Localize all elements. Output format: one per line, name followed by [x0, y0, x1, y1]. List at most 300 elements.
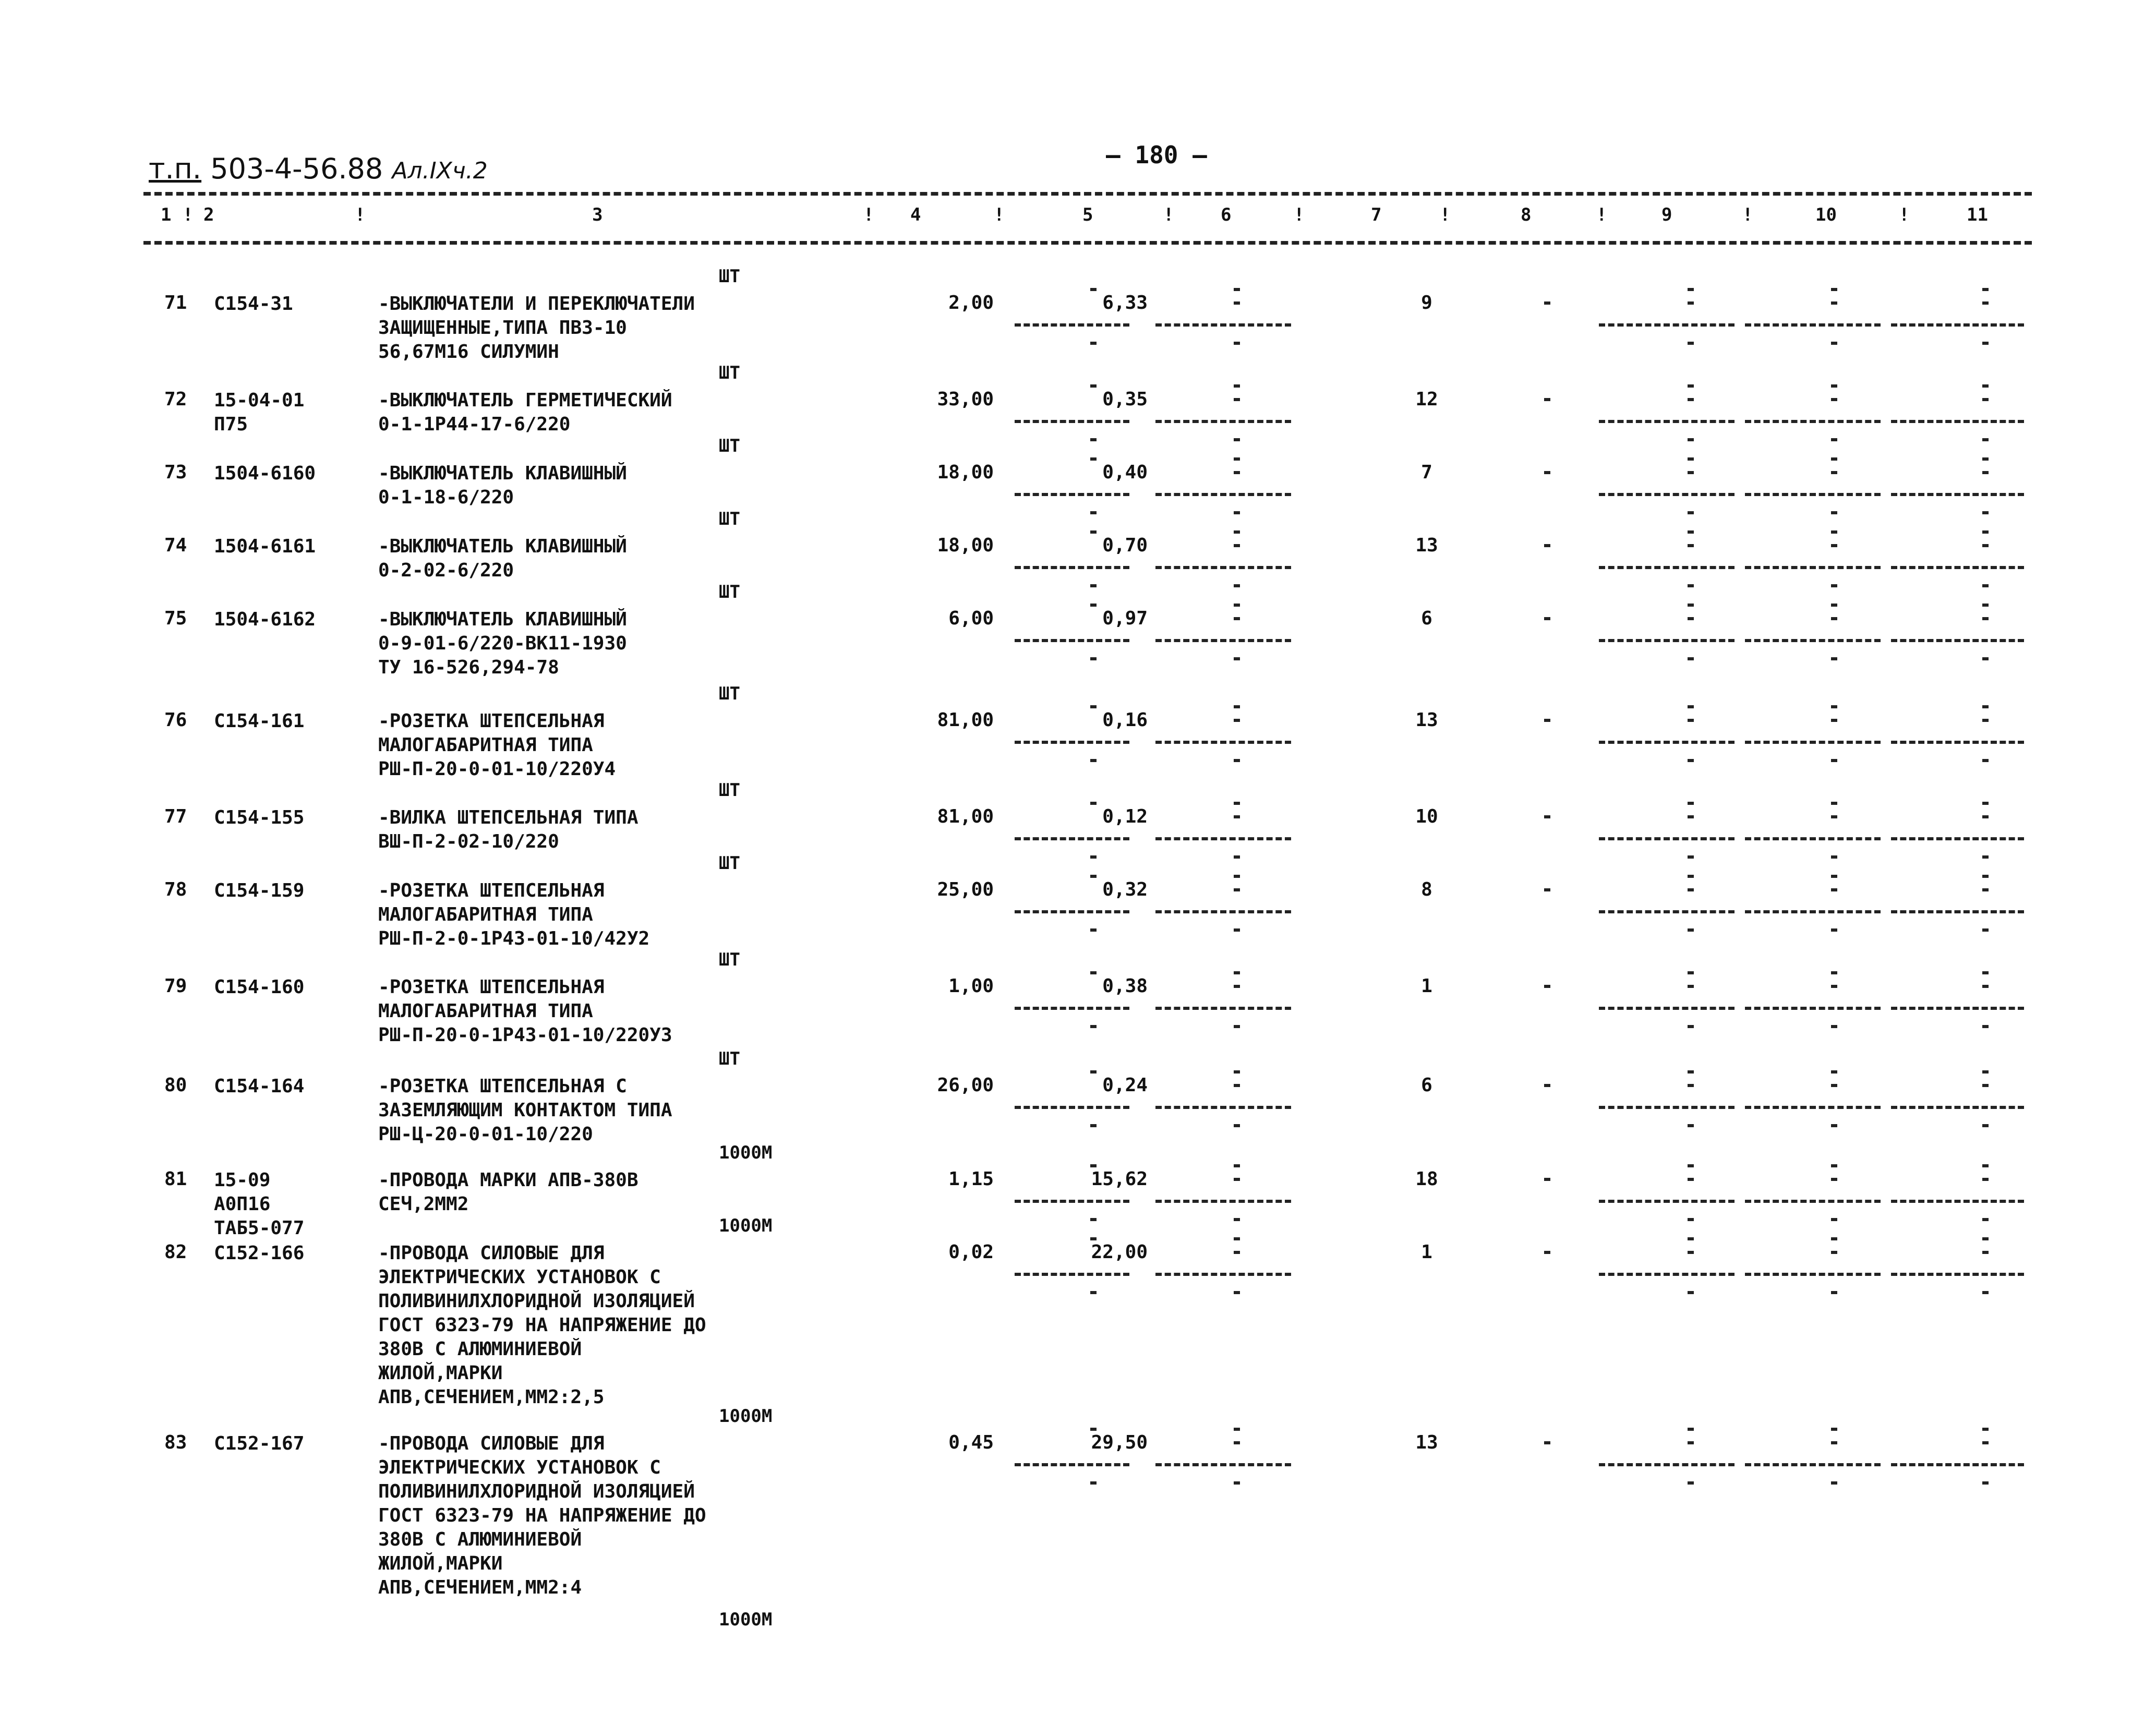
empty-value-dash [1831, 759, 1837, 762]
unit-price: 6,33 [1102, 292, 1148, 313]
empty-value-dash [1982, 398, 1989, 401]
unit-price: 0,97 [1102, 608, 1148, 629]
quantity: 33,00 [937, 389, 994, 410]
item-code: С154-161 [214, 710, 305, 732]
item-description: АПВ,СЕЧЕНИЕМ,ММ2:2,5 [378, 1386, 605, 1408]
doc-code-prefix: т.п. [149, 152, 202, 185]
cell-divider [1155, 1200, 1291, 1203]
column-number-9: 9 [1661, 204, 1672, 225]
header-bottom-rule [143, 241, 2032, 245]
row-number: 74 [164, 535, 187, 556]
empty-value-dash [1544, 1178, 1550, 1181]
empty-value-dash [1982, 1291, 1989, 1294]
column-separator: ! [1163, 204, 1174, 225]
empty-value-dash [1831, 342, 1837, 345]
quantity: 81,00 [937, 806, 994, 827]
empty-value-dash [1831, 657, 1837, 660]
empty-value-dash [1982, 971, 1989, 974]
empty-value-dash [1982, 985, 1989, 988]
cell-divider [1745, 493, 1881, 496]
item-description: ЭЛЕКТРИЧЕСКИХ УСТАНОВОК С [378, 1266, 661, 1288]
doc-part: Ал.IXч.2 [392, 158, 488, 184]
column-separator: ! [1596, 204, 1607, 225]
item-description: 0-9-01-6/220-ВК11-1930 [378, 633, 627, 654]
empty-value-dash [1688, 544, 1694, 547]
item-description: МАЛОГАБАРИТНАЯ ТИПА [378, 1000, 593, 1022]
column-separator: ! [183, 204, 194, 225]
empty-value-dash [1234, 438, 1240, 441]
column-7-value: 6 [1421, 608, 1432, 629]
cell-divider [1599, 1463, 1735, 1466]
item-description: ГОСТ 6323-79 НА НАПРЯЖЕНИЕ ДО [378, 1314, 706, 1336]
item-description: МАЛОГАБАРИТНАЯ ТИПА [378, 904, 593, 925]
item-code: С154-164 [214, 1076, 305, 1097]
item-description: МАЛОГАБАРИТНАЯ ТИПА [378, 734, 593, 756]
item-description: ЖИЛОЙ,МАРКИ [378, 1362, 503, 1384]
cell-divider [1155, 566, 1291, 569]
empty-value-dash [1982, 759, 1989, 762]
empty-value-dash [1090, 971, 1097, 974]
empty-value-dash [1831, 544, 1837, 547]
empty-value-dash [1982, 604, 1989, 607]
item-code: 1504-6161 [214, 536, 316, 557]
empty-value-dash [1688, 1084, 1694, 1087]
empty-value-dash [1982, 1237, 1989, 1240]
empty-value-dash [1234, 617, 1240, 620]
row-number: 79 [164, 975, 187, 997]
empty-value-dash [1090, 1237, 1097, 1240]
empty-value-dash [1831, 617, 1837, 620]
empty-value-dash [1982, 802, 1989, 805]
empty-value-dash [1688, 759, 1694, 762]
document-code [149, 152, 488, 185]
unit-of-measure: 1000М [719, 1406, 773, 1427]
empty-value-dash [1234, 471, 1240, 474]
empty-value-dash [1831, 511, 1837, 514]
empty-value-dash [1688, 971, 1694, 974]
empty-value-dash [1234, 928, 1240, 932]
empty-value-dash [1234, 705, 1240, 708]
empty-value-dash [1234, 288, 1240, 291]
empty-value-dash [1831, 1428, 1837, 1431]
empty-value-dash [1234, 1178, 1240, 1181]
empty-value-dash [1831, 1070, 1837, 1073]
item-description: ПОЛИВИНИЛХЛОРИДНОЙ ИЗОЛЯЦИЕЙ [378, 1290, 695, 1312]
empty-value-dash [1831, 457, 1837, 461]
cell-divider [1599, 1106, 1735, 1109]
empty-value-dash [1544, 1441, 1550, 1444]
empty-value-dash [1688, 1070, 1694, 1073]
empty-value-dash [1090, 802, 1097, 805]
empty-value-dash [1234, 1218, 1240, 1221]
cell-divider [1155, 1007, 1291, 1010]
empty-value-dash [1090, 1124, 1097, 1127]
empty-value-dash [1544, 544, 1550, 547]
cell-divider [1745, 1273, 1881, 1276]
empty-value-dash [1982, 855, 1989, 859]
cell-divider [1155, 1273, 1291, 1276]
empty-value-dash [1234, 584, 1240, 587]
empty-value-dash [1831, 1084, 1837, 1087]
empty-value-dash [1234, 1441, 1240, 1444]
item-description: ГОСТ 6323-79 НА НАПРЯЖЕНИЕ ДО [378, 1505, 706, 1526]
empty-value-dash [1982, 1164, 1989, 1167]
empty-value-dash [1090, 1291, 1097, 1294]
row-number: 77 [164, 806, 187, 827]
empty-value-dash [1688, 288, 1694, 291]
column-7-value: 13 [1415, 709, 1438, 731]
empty-value-dash [1831, 815, 1837, 818]
cell-divider [1745, 566, 1881, 569]
empty-value-dash [1982, 457, 1989, 461]
empty-value-dash [1982, 617, 1989, 620]
empty-value-dash [1982, 530, 1989, 534]
empty-value-dash [1234, 1291, 1240, 1294]
empty-value-dash [1982, 288, 1989, 291]
empty-value-dash [1688, 1124, 1694, 1127]
empty-value-dash [1982, 1218, 1989, 1221]
empty-value-dash [1090, 1164, 1097, 1167]
empty-value-dash [1090, 530, 1097, 534]
empty-value-dash [1831, 1251, 1837, 1254]
empty-value-dash [1982, 815, 1989, 818]
empty-value-dash [1544, 1251, 1550, 1254]
column-separator: ! [1899, 204, 1910, 225]
empty-value-dash [1831, 971, 1837, 974]
cell-divider [1015, 1200, 1129, 1203]
unit-of-measure: ШТ [719, 436, 740, 456]
empty-value-dash [1831, 875, 1837, 878]
empty-value-dash [1688, 384, 1694, 388]
item-description: СЕЧ,2ММ2 [378, 1193, 469, 1215]
empty-value-dash [1234, 1237, 1240, 1240]
item-code: 15-04-01 [214, 390, 305, 411]
empty-value-dash [1831, 705, 1837, 708]
empty-value-dash [1688, 719, 1694, 722]
column-number-11: 11 [1967, 204, 1988, 225]
empty-value-dash [1234, 1481, 1240, 1485]
column-number-3: 3 [592, 204, 603, 225]
quantity: 6,00 [948, 608, 994, 629]
quantity: 1,00 [948, 975, 994, 997]
row-number: 81 [164, 1168, 187, 1190]
empty-value-dash [1688, 855, 1694, 859]
item-description: 380В С АЛЮМИНИЕВОЙ [378, 1529, 582, 1550]
empty-value-dash [1688, 438, 1694, 441]
empty-value-dash [1234, 530, 1240, 534]
column-number-7: 7 [1371, 204, 1382, 225]
empty-value-dash [1688, 875, 1694, 878]
empty-value-dash [1982, 1178, 1989, 1181]
empty-value-dash [1831, 1025, 1837, 1028]
empty-value-dash [1831, 288, 1837, 291]
empty-value-dash [1982, 438, 1989, 441]
empty-value-dash [1831, 1481, 1837, 1485]
cell-divider [1891, 639, 2024, 642]
empty-value-dash [1831, 1164, 1837, 1167]
cell-divider [1015, 741, 1129, 744]
unit-of-measure: ШТ [719, 853, 740, 874]
empty-value-dash [1090, 705, 1097, 708]
column-separator: ! [863, 204, 874, 225]
cell-divider [1745, 639, 1881, 642]
cell-divider [1745, 1463, 1881, 1466]
quantity: 25,00 [937, 879, 994, 900]
item-description: -ВЫКЛЮЧАТЕЛЬ ГЕРМЕТИЧЕСКИЙ [378, 390, 672, 411]
cell-divider [1155, 837, 1291, 840]
empty-value-dash [1982, 384, 1989, 388]
item-description: -РОЗЕТКА ШТЕПСЕЛЬНАЯ [378, 880, 605, 901]
empty-value-dash [1982, 928, 1989, 932]
unit-of-measure: ШТ [719, 363, 740, 383]
item-code: С154-155 [214, 807, 305, 828]
cell-divider [1155, 910, 1291, 913]
unit-price: 0,38 [1102, 975, 1148, 997]
empty-value-dash [1688, 301, 1694, 305]
item-description: -ВЫКЛЮЧАТЕЛЬ КЛАВИШНЫЙ [378, 463, 627, 484]
unit-of-measure: 1000М [719, 1142, 773, 1163]
column-7-value: 6 [1421, 1075, 1432, 1096]
cell-divider [1891, 1007, 2024, 1010]
unit-price: 15,62 [1091, 1168, 1148, 1190]
column-separator: ! [994, 204, 1005, 225]
empty-value-dash [1090, 928, 1097, 932]
item-description: -ПРОВОДА МАРКИ АПВ-380В [378, 1169, 639, 1191]
cell-divider [1599, 323, 1735, 327]
item-description: 0-1-1Р44-17-6/220 [378, 414, 571, 435]
item-description: РШ-П-2-0-1Р43-01-10/42У2 [378, 928, 650, 949]
column-separator: ! [355, 204, 366, 225]
cell-divider [1745, 420, 1881, 423]
item-description: РШ-Ц-20-0-01-10/220 [378, 1124, 593, 1145]
empty-value-dash [1982, 544, 1989, 547]
empty-value-dash [1688, 530, 1694, 534]
row-number: 72 [164, 389, 187, 410]
empty-value-dash [1688, 1251, 1694, 1254]
empty-value-dash [1090, 584, 1097, 587]
empty-value-dash [1234, 985, 1240, 988]
empty-value-dash [1982, 1084, 1989, 1087]
empty-value-dash [1090, 759, 1097, 762]
empty-value-dash [1688, 604, 1694, 607]
empty-value-dash [1831, 301, 1837, 305]
row-number: 73 [164, 462, 187, 483]
unit-price: 29,50 [1091, 1432, 1148, 1453]
quantity: 0,45 [948, 1432, 994, 1453]
cell-divider [1015, 566, 1129, 569]
column-7-value: 18 [1415, 1168, 1438, 1190]
unit-price: 0,24 [1102, 1075, 1148, 1096]
empty-value-dash [1688, 1178, 1694, 1181]
cell-divider [1891, 1200, 2024, 1203]
item-description: ЭЛЕКТРИЧЕСКИХ УСТАНОВОК С [378, 1457, 661, 1478]
empty-value-dash [1688, 1441, 1694, 1444]
column-7-value: 1 [1421, 1241, 1432, 1263]
empty-value-dash [1982, 1251, 1989, 1254]
cell-divider [1599, 420, 1735, 423]
row-number: 80 [164, 1075, 187, 1096]
empty-value-dash [1982, 719, 1989, 722]
empty-value-dash [1688, 888, 1694, 891]
item-code: С154-159 [214, 880, 305, 901]
empty-value-dash [1234, 719, 1240, 722]
empty-value-dash [1688, 1218, 1694, 1221]
empty-value-dash [1544, 617, 1550, 620]
empty-value-dash [1688, 1481, 1694, 1485]
item-description: АПВ,СЕЧЕНИЕМ,ММ2:4 [378, 1577, 582, 1598]
empty-value-dash [1688, 584, 1694, 587]
empty-value-dash [1090, 384, 1097, 388]
empty-value-dash [1090, 855, 1097, 859]
unit-of-measure: ШТ [719, 582, 740, 602]
empty-value-dash [1234, 457, 1240, 461]
empty-value-dash [1831, 584, 1837, 587]
empty-value-dash [1544, 301, 1550, 305]
empty-value-dash [1234, 1164, 1240, 1167]
empty-value-dash [1831, 855, 1837, 859]
cell-divider [1891, 837, 2024, 840]
quantity: 18,00 [937, 535, 994, 556]
empty-value-dash [1831, 530, 1837, 534]
cell-divider [1015, 493, 1129, 496]
empty-value-dash [1234, 657, 1240, 660]
quantity: 81,00 [937, 709, 994, 731]
cell-divider [1155, 1106, 1291, 1109]
empty-value-dash [1982, 1428, 1989, 1431]
empty-value-dash [1090, 288, 1097, 291]
empty-value-dash [1234, 971, 1240, 974]
item-description: 56,67М16 СИЛУМИН [378, 341, 559, 363]
empty-value-dash [1688, 1164, 1694, 1167]
empty-value-dash [1982, 471, 1989, 474]
cell-divider [1155, 741, 1291, 744]
empty-value-dash [1234, 1251, 1240, 1254]
item-description: ПОЛИВИНИЛХЛОРИДНОЙ ИЗОЛЯЦИЕЙ [378, 1481, 695, 1502]
column-7-value: 7 [1421, 462, 1432, 483]
empty-value-dash [1234, 398, 1240, 401]
item-code: 1504-6160 [214, 463, 316, 484]
empty-value-dash [1544, 985, 1550, 988]
cell-divider [1155, 493, 1291, 496]
empty-value-dash [1544, 1084, 1550, 1087]
quantity: 18,00 [937, 462, 994, 483]
column-number-10: 10 [1815, 204, 1837, 225]
empty-value-dash [1234, 759, 1240, 762]
item-code: 15-09 [214, 1169, 271, 1191]
column-number-1: 1 [161, 204, 172, 225]
empty-value-dash [1688, 657, 1694, 660]
cell-divider [1015, 837, 1129, 840]
item-code: С152-167 [214, 1433, 305, 1454]
quantity: 2,00 [948, 292, 994, 313]
empty-value-dash [1831, 604, 1837, 607]
unit-of-measure: 1000М [719, 1609, 773, 1630]
empty-value-dash [1090, 1070, 1097, 1073]
cell-divider [1015, 1273, 1129, 1276]
item-description: ТУ 16-526,294-78 [378, 657, 559, 678]
empty-value-dash [1090, 1218, 1097, 1221]
empty-value-dash [1234, 802, 1240, 805]
cell-divider [1745, 1106, 1881, 1109]
empty-value-dash [1982, 705, 1989, 708]
item-code: А0П16 [214, 1193, 271, 1215]
empty-value-dash [1234, 384, 1240, 388]
item-description: -ВЫКЛЮЧАТЕЛЬ КЛАВИШНЫЙ [378, 609, 627, 630]
column-7-value: 12 [1415, 389, 1438, 410]
item-description: -РОЗЕТКА ШТЕПСЕЛЬНАЯ [378, 710, 605, 732]
row-number: 75 [164, 608, 187, 629]
item-description: -ВЫКЛЮЧАТЕЛИ И ПЕРЕКЛЮЧАТЕЛИ [378, 293, 695, 315]
empty-value-dash [1234, 888, 1240, 891]
unit-price: 0,16 [1102, 709, 1148, 731]
empty-value-dash [1688, 1291, 1694, 1294]
cell-divider [1745, 741, 1881, 744]
cell-divider [1745, 1200, 1881, 1203]
cell-divider [1745, 910, 1881, 913]
empty-value-dash [1234, 1124, 1240, 1127]
empty-value-dash [1234, 1084, 1240, 1087]
empty-value-dash [1234, 875, 1240, 878]
column-separator: ! [1440, 204, 1451, 225]
empty-value-dash [1234, 511, 1240, 514]
cell-divider [1891, 910, 2024, 913]
unit-price: 22,00 [1091, 1241, 1148, 1263]
empty-value-dash [1831, 1124, 1837, 1127]
item-description: 0-2-02-6/220 [378, 560, 514, 581]
column-separator: ! [1294, 204, 1305, 225]
cell-divider [1599, 837, 1735, 840]
empty-value-dash [1831, 1237, 1837, 1240]
cell-divider [1015, 1106, 1129, 1109]
empty-value-dash [1688, 928, 1694, 932]
empty-value-dash [1688, 617, 1694, 620]
cell-divider [1015, 323, 1129, 327]
cell-divider [1015, 1463, 1129, 1466]
empty-value-dash [1090, 1025, 1097, 1028]
unit-of-measure: ШТ [719, 1048, 740, 1069]
item-description: -РОЗЕТКА ШТЕПСЕЛЬНАЯ [378, 976, 605, 998]
item-code: С154-160 [214, 976, 305, 998]
empty-value-dash [1982, 511, 1989, 514]
empty-value-dash [1090, 438, 1097, 441]
cell-divider [1599, 493, 1735, 496]
empty-value-dash [1831, 471, 1837, 474]
empty-value-dash [1982, 1481, 1989, 1485]
empty-value-dash [1831, 1218, 1837, 1221]
empty-value-dash [1544, 888, 1550, 891]
quantity: 0,02 [948, 1241, 994, 1263]
cell-divider [1745, 1007, 1881, 1010]
item-description: РШ-П-20-0-01-10/220У4 [378, 758, 616, 780]
empty-value-dash [1234, 544, 1240, 547]
empty-value-dash [1688, 1237, 1694, 1240]
item-code: П75 [214, 414, 248, 435]
empty-value-dash [1090, 604, 1097, 607]
item-code: 1504-6162 [214, 609, 316, 630]
empty-value-dash [1982, 301, 1989, 305]
cell-divider [1599, 741, 1735, 744]
empty-value-dash [1982, 1124, 1989, 1127]
empty-value-dash [1831, 985, 1837, 988]
empty-value-dash [1982, 1441, 1989, 1444]
item-description: -ВИЛКА ШТЕПСЕЛЬНАЯ ТИПА [378, 807, 639, 828]
empty-value-dash [1688, 985, 1694, 988]
empty-value-dash [1831, 1291, 1837, 1294]
cell-divider [1891, 566, 2024, 569]
empty-value-dash [1982, 888, 1989, 891]
cell-divider [1015, 639, 1129, 642]
item-code: ТАБ5-077 [214, 1217, 305, 1239]
